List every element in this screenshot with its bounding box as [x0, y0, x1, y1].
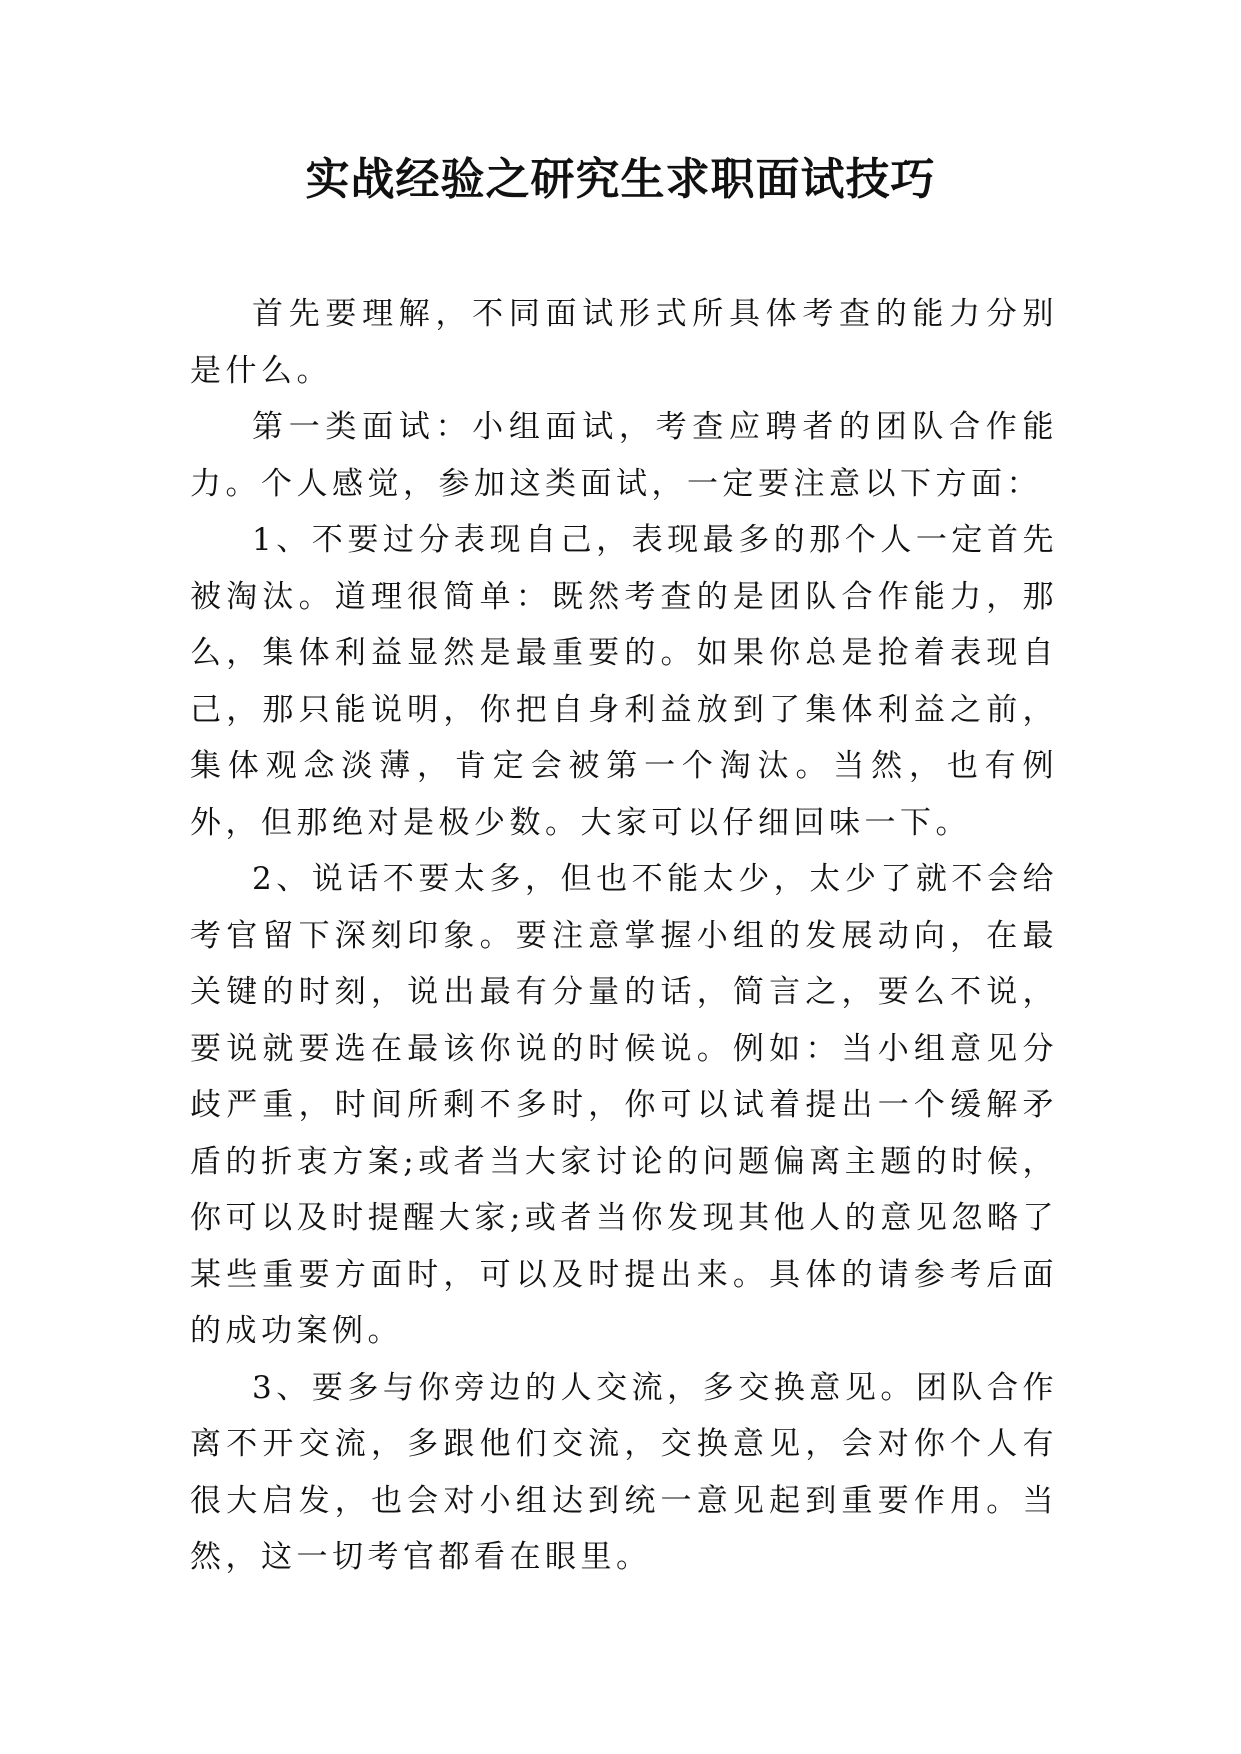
paragraph-point-2: 2、说话不要太多，但也不能太少，太少了就不会给考官留下深刻印象。要注意掌握小组的发展动向，在最关键的时刻，说出最有分量的话，简言之，要么不说，要说就要选在最该你说的时候说。例如：当小组意见分歧严重，时间所剩不多时，你可以试着提出一个缓解矛盾的折衷方案;或者当大家讨论的问题偏离主题的时候，你可以及时提醒大家;或者当你发现其他人的意见忽略了某些重要方面时，可以及时提出来。具体的请参考后面的成功案例。	[190, 861, 1058, 1349]
paragraph-point-3: 3、要多与你旁边的人交流，多交换意见。团队合作离不开交流，多跟他们交流，交换意见，会对你个人有很大启发，也会对小组达到统一意见起到重要作用。当然，这一切考官都看在眼里。	[190, 1369, 1058, 1575]
paragraph-point-1: 1、不要过分表现自己，表现最多的那个人一定首先被淘汰。道理很简单：既然考查的是团队合作能力，那么，集体利益显然是最重要的。如果你总是抢着表现自己，那只能说明，你把自身利益放到了集体利益之前，集体观念淡薄，肯定会被第一个淘汰。当然，也有例外，但那绝对是极少数。大家可以仔细回味一下。	[190, 522, 1058, 841]
document-title: 实战经验之研究生求职面试技巧	[305, 154, 936, 205]
document-body	[190, 286, 1058, 1586]
paragraph-group-interview: 第一类面试：小组面试，考查应聘者的团队合作能力。个人感觉，参加这类面试，一定要注意以下方面：	[190, 409, 1058, 502]
paragraph-intro: 首先要理解，不同面试形式所具体考查的能力分别是什么。	[190, 296, 1058, 389]
